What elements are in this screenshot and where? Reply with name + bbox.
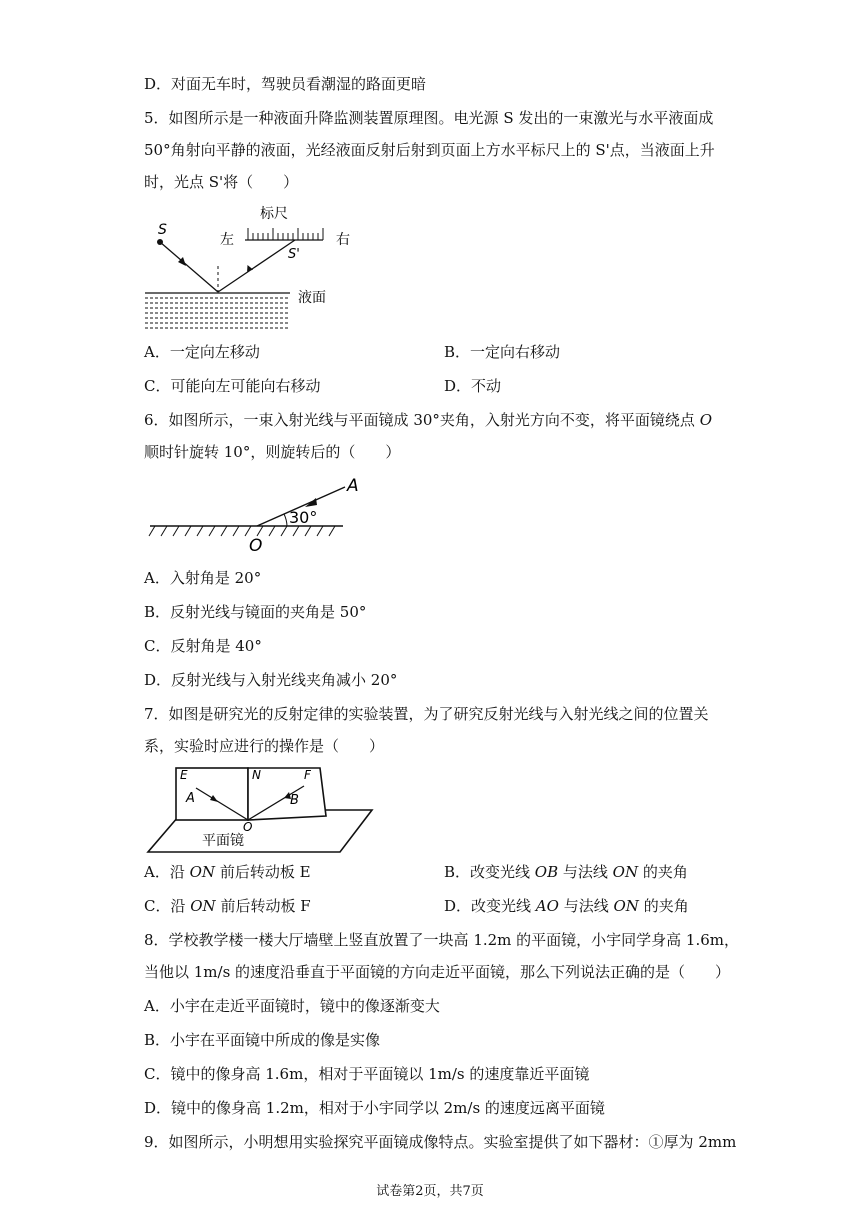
q7-label-o: O [243,820,253,834]
q7-option-d [444,896,689,916]
q7-option-d-pre: D．改变光线 [444,897,536,915]
q6-option-b: B．反射光线与镜面的夹角是 50° [144,603,367,621]
q5-surface-label: 液面 [298,290,326,306]
q6-stem-line-2: 顺时针旋转 10°，则旋转后的（ ） [144,443,401,461]
q7-option-c [144,896,311,916]
q6-option-d: D．反射光线与入射光线夹角减小 20° [144,671,398,689]
q7-label-f: F [304,768,311,782]
q5-ruler-ticks [248,228,323,240]
q6-angle-arc [284,514,287,526]
q6-stem-point-o: O [699,411,712,429]
q7-mirror-label: 平面镜 [202,833,244,849]
q5-option-d: D．不动 [444,377,502,395]
q5-spot-label: S' [288,247,300,262]
q5-ruler-label: 标尺 [260,206,288,222]
q8-option-b: B．小宇在平面镜中所成的像是实像 [144,1031,381,1049]
q7-option-a-pre: A．沿 [144,863,190,881]
q7-label-b: B [290,793,299,808]
q8-stem-line-1: 8．学校教学楼一楼大厅墙壁上竖直放置了一块高 1.2m 的平面镜，小宇同学身高 1.6m， [144,931,740,949]
q7-option-b [444,862,688,882]
q4-option-d: D．对面无车时，驾驶员看潮湿的路面更暗 [144,75,427,93]
q6-stem-text: 6．如图所示，一束入射光线与平面镜成 30°夹角，入射光方向不变，将平面镜绕点 [144,411,695,429]
q8-option-a: A．小宇在走近平面镜时，镜中的像逐渐变大 [144,997,440,1015]
q5-left-label: 左 [220,232,234,248]
q5-option-c: C．可能向左可能向右移动 [144,377,321,395]
q6-incident-arrow [305,498,317,507]
q5-figure [140,200,360,335]
q7-label-a: A [186,791,195,806]
q7-option-b-on: ON [612,863,639,881]
q7-stem-line-1: 7．如图是研究光的反射定律的实验装置，为了研究反射光线与入射光线之间的位置关 [144,705,709,723]
q6-point-a: A [347,476,359,496]
q6-option-a: A．入射角是 20° [144,569,262,587]
q6-stem-line-1 [144,410,712,430]
q7-option-d-ao: AO [535,897,559,915]
q7-option-b-post: 的夹角 [638,863,688,881]
q7-option-a [144,862,311,882]
page-footer: 试卷第2页，共7页 [376,1184,484,1199]
q8-stem-line-2: 当他以 1m/s 的速度沿垂直于平面镜的方向走近平面镜，那么下列说法正确的是（ ） [144,963,731,981]
q7-label-e: E [180,768,188,782]
q7-option-c-on: ON [190,897,216,915]
q7-stem-line-2: 系，实验时应进行的操作是（ ） [144,737,385,755]
q7-option-b-pre: B．改变光线 [444,863,535,881]
q5-right-label: 右 [336,232,350,248]
q5-stem-line-1: 5．如图所示是一种液面升降监测装置原理图。电光源 S 发出的一束激光与水平液面成 [144,109,714,127]
q5-stem-line-2: 50°角射向平静的液面，光经液面反射后射到页面上方水平标尺上的 S'点，当液面上升 [144,141,715,159]
q9-stem-line-1: 9．如图所示，小明想用实验探究平面镜成像特点。实验室提供了如下器材：①厚为 2mm [144,1133,737,1151]
q5-option-a: A．一定向左移动 [144,343,260,361]
q7-option-d-post: 的夹角 [638,897,689,915]
q5-incident-ray [160,242,218,292]
q7-option-d-mid: 与法线 [558,897,614,915]
q5-option-b: B．一定向右移动 [444,343,561,361]
q6-option-c: C．反射角是 40° [144,637,262,655]
q6-angle-label: 30° [289,508,318,527]
q7-option-b-ob: OB [534,863,559,881]
q5-stem-line-3: 时，光点 S'将（ ） [144,173,299,191]
q7-option-c-pre: C．沿 [144,897,191,915]
q7-option-d-on: ON [613,897,639,915]
q7-option-a-on: ON [189,863,216,881]
q6-mirror-hatch [149,526,335,536]
q7-option-a-post: 前后转动板 E [215,863,311,881]
q7-option-b-mid: 与法线 [558,863,613,881]
q7-label-n: N [252,768,261,782]
q5-liquid-hatch [145,298,290,328]
q5-source-label: S [158,222,167,238]
q8-option-c: C．镜中的像身高 1.6m，相对于平面镜以 1m/s 的速度靠近平面镜 [144,1065,590,1083]
q6-point-o: O [249,536,263,556]
q8-option-d: D．镜中的像身高 1.2m，相对于小宇同学以 2m/s 的速度远离平面镜 [144,1099,605,1117]
q7-figure [144,764,374,856]
q7-option-c-post: 前后转动板 F [215,897,311,915]
q6-figure [145,474,365,556]
